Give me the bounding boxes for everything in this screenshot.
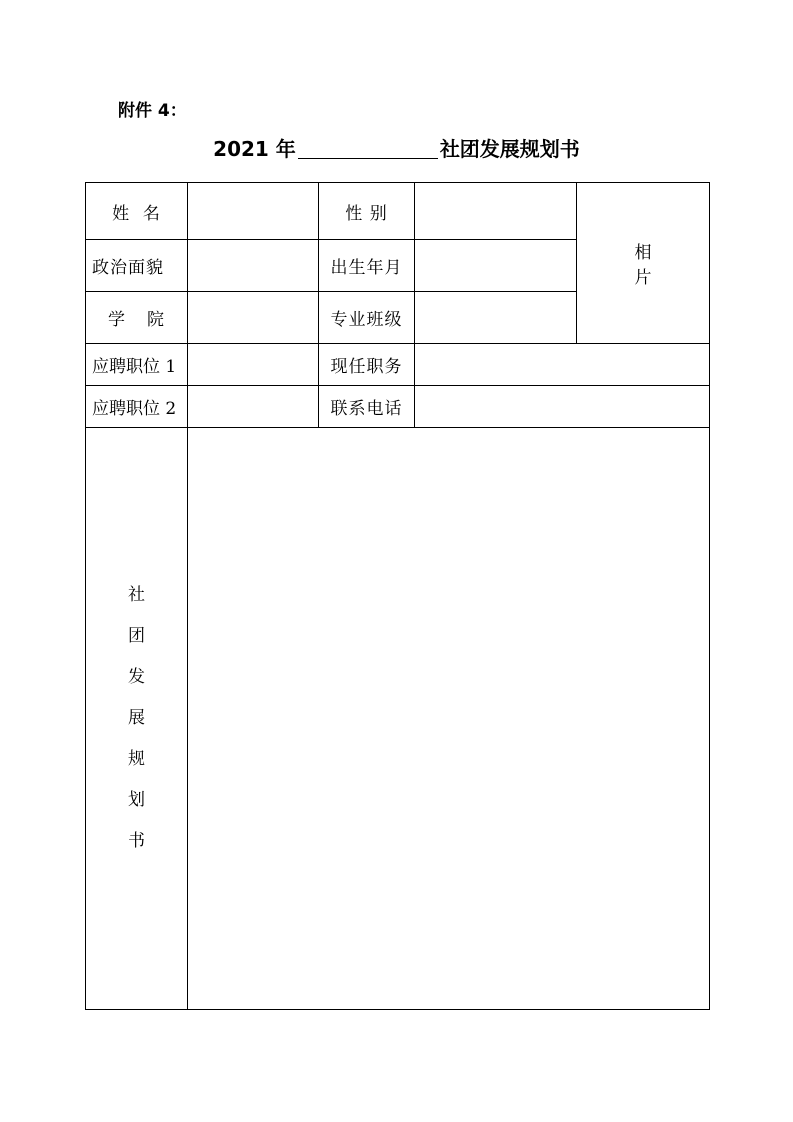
- club-name-blank[interactable]: [298, 138, 438, 159]
- title-suffix: 社团发展规划书: [439, 137, 580, 161]
- phone-field[interactable]: [415, 386, 710, 428]
- plan-label-char: 展: [128, 708, 145, 728]
- political-status-label: 政治面貌: [86, 240, 188, 292]
- phone-label: 联系电话: [319, 386, 415, 428]
- page-title: [0, 133, 793, 162]
- table-row: [86, 344, 710, 386]
- birth-date-label: 出生年月: [319, 240, 415, 292]
- gender-label: 性 别: [319, 183, 415, 240]
- position1-label: 应聘职位 1: [86, 344, 188, 386]
- plan-label-char: 团: [128, 626, 145, 646]
- major-class-field[interactable]: [415, 292, 577, 344]
- table-row: [86, 428, 710, 1010]
- plan-label-char: 划: [128, 790, 145, 810]
- plan-label-char: 社: [128, 585, 145, 605]
- plan-label-char: 书: [128, 831, 145, 851]
- plan-label: [86, 428, 188, 1010]
- gender-field[interactable]: [415, 183, 577, 240]
- position1-field[interactable]: [188, 344, 319, 386]
- major-class-label: 专业班级: [319, 292, 415, 344]
- table-row: [86, 386, 710, 428]
- current-duty-label: 现任职务: [319, 344, 415, 386]
- college-field[interactable]: [188, 292, 319, 344]
- position2-label: 应聘职位 2: [86, 386, 188, 428]
- current-duty-field[interactable]: [415, 344, 710, 386]
- application-form-table: [85, 182, 710, 1010]
- photo-box[interactable]: 相 片: [577, 183, 710, 344]
- political-status-field[interactable]: [188, 240, 319, 292]
- plan-label-char: 发: [128, 667, 145, 687]
- plan-content-area[interactable]: [188, 428, 710, 1010]
- name-field[interactable]: [188, 183, 319, 240]
- table-row: [86, 183, 710, 240]
- birth-date-field[interactable]: [415, 240, 577, 292]
- title-year: 2021 年: [213, 137, 296, 161]
- plan-label-char: 规: [128, 749, 145, 769]
- name-label: 姓 名: [86, 183, 188, 240]
- attachment-label: 附件 4：: [118, 101, 187, 121]
- position2-field[interactable]: [188, 386, 319, 428]
- college-label: 学 院: [86, 292, 188, 344]
